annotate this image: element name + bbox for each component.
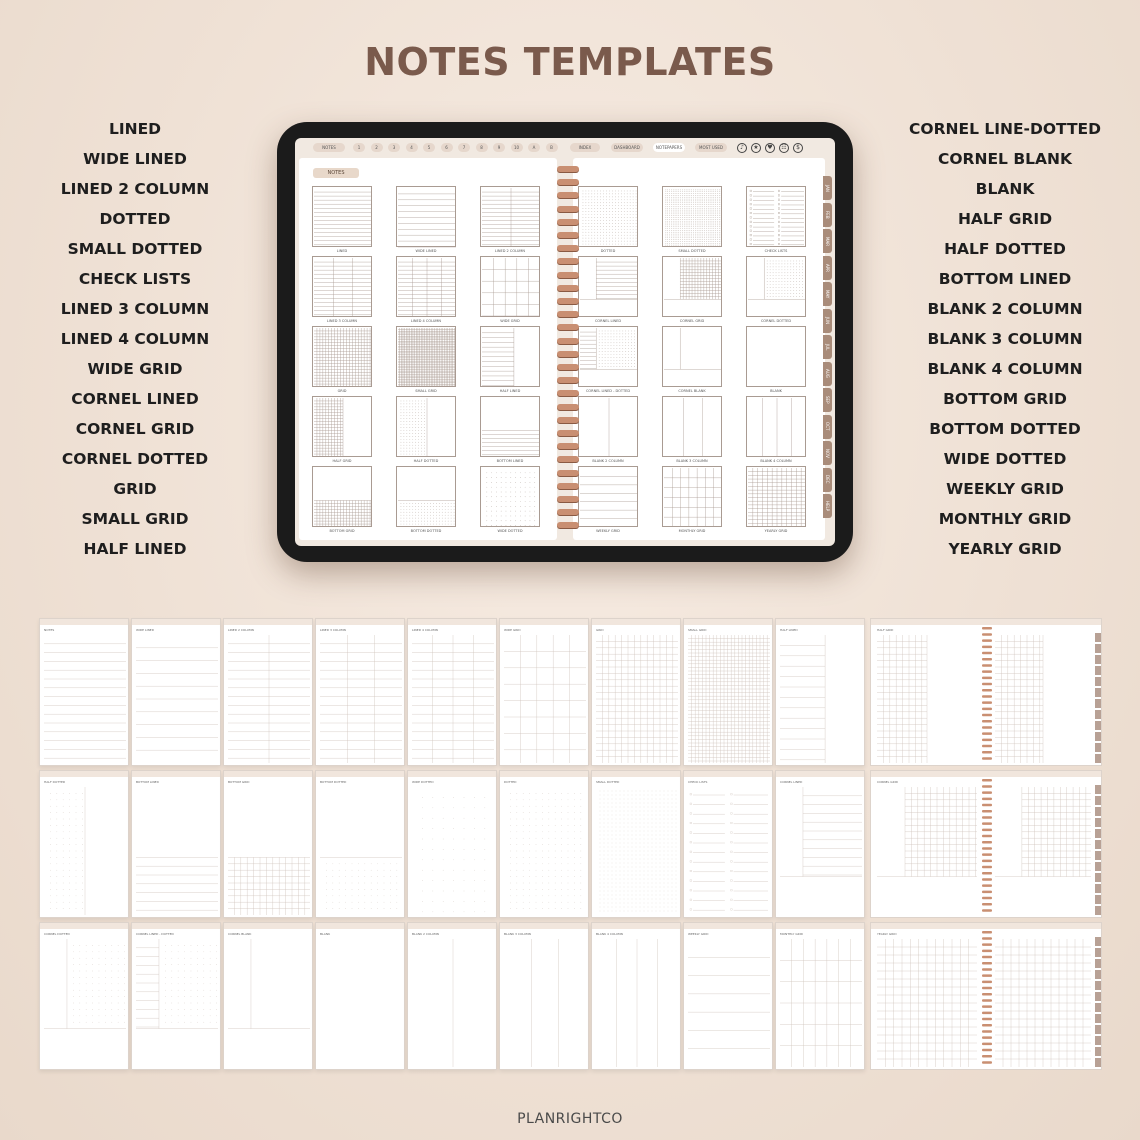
binder-ring — [557, 272, 579, 278]
binder-ring — [557, 522, 579, 528]
template-preview-page[interactable] — [591, 922, 681, 1070]
binder-ring — [557, 364, 579, 370]
tab-notepapers[interactable]: NOTEPAPERS — [653, 143, 685, 152]
template-thumbnail-label: CORNEL BLANK — [678, 389, 706, 393]
template-preview-label: BLANK 2 COLUMN — [412, 932, 439, 936]
template-preview-label: HALF GRID — [877, 628, 894, 632]
template-thumbnail-label: HALF GRID — [332, 459, 352, 463]
template-thumbnail[interactable] — [312, 326, 372, 387]
binder-ring — [557, 483, 579, 489]
template-thumbnail-label: WIDE LINED — [415, 249, 437, 253]
template-thumbnail[interactable] — [480, 256, 540, 317]
template-thumbnail[interactable] — [746, 256, 806, 317]
template-name: BLANK — [975, 180, 1035, 198]
month-tab-nov[interactable]: NOV — [823, 441, 832, 465]
template-thumbnail-label: BOTTOM DOTTED — [410, 529, 442, 533]
brand-footer: PLANRIGHTCO — [517, 1111, 623, 1127]
template-preview-label: CORNEL LINED - DOTTED — [136, 932, 174, 936]
template-name: LINED 2 COLUMN — [60, 180, 210, 198]
binder-ring — [557, 443, 579, 449]
template-thumbnail-label: GRID — [337, 389, 347, 393]
binder-ring — [557, 179, 579, 185]
tab-number-A[interactable]: A — [528, 143, 540, 152]
template-preview-page[interactable] — [775, 618, 865, 766]
template-preview-page[interactable] — [39, 618, 129, 766]
template-preview-page[interactable] — [223, 618, 313, 766]
tab-number-2[interactable]: 2 — [371, 143, 383, 152]
template-preview-label: CORNEL BLANK — [228, 932, 252, 936]
binder-ring — [557, 311, 579, 317]
template-name: WEEKLY GRID — [946, 480, 1064, 498]
binder-ring — [557, 338, 579, 344]
binder-ring — [557, 470, 579, 476]
template-preview-page[interactable] — [315, 618, 405, 766]
binder-ring — [557, 390, 579, 396]
template-thumbnail[interactable] — [746, 186, 806, 247]
template-name: BOTTOM DOTTED — [929, 420, 1081, 438]
tab-number-3[interactable]: 3 — [388, 143, 400, 152]
template-thumbnail[interactable] — [396, 326, 456, 387]
tablet-device — [277, 122, 853, 562]
template-name: BOTTOM GRID — [943, 390, 1067, 408]
template-preview-page[interactable] — [499, 922, 589, 1070]
link-icon[interactable]: ☷ — [779, 143, 789, 153]
binder-ring — [557, 404, 579, 410]
template-thumbnail[interactable] — [396, 256, 456, 317]
notes-page-tab[interactable]: NOTES — [313, 168, 359, 178]
tab-notes[interactable]: NOTES — [313, 143, 345, 152]
template-preview-page[interactable] — [315, 922, 405, 1070]
template-thumbnail[interactable] — [662, 256, 722, 317]
binder-ring — [557, 192, 579, 198]
template-preview-label: HALF DOTTED — [44, 780, 66, 784]
template-name: BLANK 2 COLUMN — [927, 300, 1083, 318]
tab-number-8[interactable]: 8 — [476, 143, 488, 152]
template-thumbnail[interactable] — [746, 326, 806, 387]
template-thumbnail[interactable] — [480, 466, 540, 527]
template-thumbnail-label: BLANK — [770, 389, 782, 393]
template-preview-page[interactable] — [499, 618, 589, 766]
template-preview-page[interactable] — [870, 618, 1102, 766]
template-preview-page[interactable] — [591, 770, 681, 918]
tab-number-10[interactable]: 10 — [511, 143, 523, 152]
template-thumbnail-label: WIDE DOTTED — [497, 529, 523, 533]
binder-ring — [557, 232, 579, 238]
binder-ring — [557, 496, 579, 502]
template-name: HALF LINED — [83, 540, 187, 558]
binder-ring — [557, 285, 579, 291]
month-tab-jan[interactable]: JAN — [823, 176, 832, 200]
tab-number-1[interactable]: 1 — [353, 143, 365, 152]
tab-dashboard[interactable]: DASHBOARD — [611, 143, 643, 152]
tab-index[interactable]: INDEX — [570, 143, 600, 152]
tab-number-5[interactable]: 5 — [423, 143, 435, 152]
template-thumbnail-label: WIDE GRID — [500, 319, 520, 323]
template-preview-label: WIDE DOTTED — [412, 780, 434, 784]
template-thumbnail-label: LINED 2 COLUMN — [494, 249, 526, 253]
template-preview-label: WIDE GRID — [504, 628, 521, 632]
template-name: WIDE DOTTED — [943, 450, 1067, 468]
template-thumbnail-label: CORNEL LINED - DOTTED — [585, 389, 631, 393]
template-preview-page[interactable] — [131, 770, 221, 918]
template-thumbnail-label: BLANK 2 COLUMN — [592, 459, 624, 463]
template-preview-label: BLANK 3 COLUMN — [504, 932, 531, 936]
template-thumbnail-label: YEARLY GRID — [764, 529, 788, 533]
template-preview-label: MONTHLY GRID — [780, 932, 803, 936]
template-thumbnail[interactable] — [578, 466, 638, 527]
template-preview-label: LINED 4 COLUMN — [412, 628, 438, 632]
template-name: LINED 3 COLUMN — [60, 300, 210, 318]
template-name: CORNEL LINED — [71, 390, 199, 408]
binder-ring — [557, 166, 579, 172]
template-preview-page[interactable] — [591, 618, 681, 766]
template-thumbnail[interactable] — [578, 256, 638, 317]
template-thumbnail-label: CORNEL LINED — [594, 319, 622, 323]
template-preview-label: GRID — [596, 628, 604, 632]
binder-ring — [557, 245, 579, 251]
template-name: CORNEL LINE-DOTTED — [909, 120, 1101, 138]
template-preview-page[interactable] — [683, 770, 773, 918]
template-name: SMALL DOTTED — [67, 240, 203, 258]
template-preview-label: LINED 2 COLUMN — [228, 628, 254, 632]
template-thumbnail-label: LINED — [336, 249, 348, 253]
template-preview-label: WEEKLY GRID — [688, 932, 709, 936]
left-template-list — [0, 120, 270, 570]
template-thumbnail[interactable] — [662, 326, 722, 387]
template-thumbnail[interactable] — [578, 396, 638, 457]
tab-number-9[interactable]: 9 — [493, 143, 505, 152]
template-name: CORNEL GRID — [75, 420, 195, 438]
template-name: CORNEL DOTTED — [61, 450, 209, 468]
template-preview-label: BOTTOM GRID — [228, 780, 250, 784]
template-thumbnail[interactable] — [480, 186, 540, 247]
binder-ring — [557, 430, 579, 436]
template-preview-page[interactable] — [39, 922, 129, 1070]
template-thumbnail[interactable] — [662, 466, 722, 527]
template-thumbnail-label: HALF LINED — [499, 389, 521, 393]
template-name: DOTTED — [99, 210, 171, 228]
template-preview-page[interactable] — [683, 618, 773, 766]
template-preview-page[interactable] — [407, 922, 497, 1070]
template-thumbnail[interactable] — [578, 326, 638, 387]
month-tab-may[interactable]: MAY — [823, 282, 832, 306]
template-thumbnail-label: HALF DOTTED — [413, 459, 439, 463]
template-thumbnail-label: MONTHLY GRID — [678, 529, 706, 533]
template-thumbnail-label: SMALL DOTTED — [678, 249, 706, 253]
template-preview-page[interactable] — [775, 770, 865, 918]
template-name: WIDE GRID — [87, 360, 183, 378]
template-thumbnail[interactable] — [396, 186, 456, 247]
template-thumbnail[interactable] — [396, 466, 456, 527]
month-tab-oct[interactable]: OCT — [823, 415, 832, 439]
template-thumbnail[interactable] — [480, 326, 540, 387]
tab-number-7[interactable]: 7 — [458, 143, 470, 152]
template-preview-page[interactable] — [775, 922, 865, 1070]
template-preview-label: CORNEL LINED — [780, 780, 803, 784]
template-preview-page[interactable] — [131, 618, 221, 766]
template-preview-label: CORNEL GRID — [877, 780, 898, 784]
template-thumbnail[interactable] — [312, 396, 372, 457]
binder-ring — [557, 351, 579, 357]
tab-number-B[interactable]: B — [546, 143, 558, 152]
template-thumbnail[interactable] — [396, 396, 456, 457]
template-thumbnail-label: BLANK 4 COLUMN — [760, 459, 792, 463]
binder-ring — [557, 219, 579, 225]
month-tab-jul[interactable]: JUL — [823, 335, 832, 359]
template-thumbnail[interactable] — [662, 396, 722, 457]
template-thumbnail-label: WEEKLY GRID — [596, 529, 620, 533]
month-tab-aug[interactable]: AUG — [823, 362, 832, 386]
template-name: SMALL GRID — [81, 510, 189, 528]
template-name: CORNEL BLANK — [938, 150, 1072, 168]
binder-ring — [557, 456, 579, 462]
template-preview-label: CORNEL DOTTED — [44, 932, 70, 936]
binder-ring — [557, 258, 579, 264]
template-preview-label: WIDE LINED — [136, 628, 155, 632]
template-thumbnail-label: CORNEL GRID — [679, 319, 705, 323]
template-preview-page[interactable] — [315, 770, 405, 918]
heart-icon[interactable]: ♥ — [765, 143, 775, 153]
template-preview-page[interactable] — [131, 922, 221, 1070]
template-preview-page[interactable] — [223, 770, 313, 918]
binder-ring — [557, 417, 579, 423]
template-preview-label: LINED 3 COLUMN — [320, 628, 346, 632]
template-name: GRID — [113, 480, 157, 498]
template-thumbnail[interactable] — [312, 256, 372, 317]
template-preview-label: BOTTOM DOTTED — [320, 780, 347, 784]
template-preview-label: CHECK LISTS — [688, 780, 708, 784]
template-thumbnail-label: LINED 3 COLUMN — [326, 319, 358, 323]
dollar-icon[interactable]: $ — [793, 143, 803, 153]
star-icon[interactable]: ★ — [751, 143, 761, 153]
template-name: MONTHLY GRID — [938, 510, 1072, 528]
month-tab-apr[interactable]: APR — [823, 256, 832, 280]
template-name: LINED 4 COLUMN — [60, 330, 210, 348]
binder-ring — [557, 324, 579, 330]
binder-ring — [557, 509, 579, 515]
template-name: HALF GRID — [957, 210, 1053, 228]
template-preview-label: YEARLY GRID — [877, 932, 897, 936]
right-template-list — [870, 120, 1140, 570]
planner-top-bar — [295, 138, 835, 160]
binder-rings — [561, 166, 569, 546]
left-page — [299, 158, 557, 540]
tab-most-used[interactable]: MOST USED — [695, 143, 727, 152]
binder-ring — [557, 298, 579, 304]
tab-number-6[interactable]: 6 — [441, 143, 453, 152]
template-preview-page[interactable] — [683, 922, 773, 1070]
template-name: BLANK 4 COLUMN — [927, 360, 1083, 378]
template-thumbnail[interactable] — [578, 186, 638, 247]
binder-ring — [557, 206, 579, 212]
template-preview-label: BLANK — [320, 932, 331, 936]
tab-number-4[interactable]: 4 — [406, 143, 418, 152]
template-name: HALF DOTTED — [944, 240, 1066, 258]
month-tab-mar[interactable]: MAR — [823, 229, 832, 253]
template-name: LINED — [108, 120, 162, 138]
right-page — [573, 158, 825, 540]
template-preview-label: HALF LINED — [780, 628, 798, 632]
template-thumbnail-label: CORNEL DOTTED — [760, 319, 792, 323]
tablet-screen — [295, 138, 835, 546]
template-preview-page[interactable] — [223, 922, 313, 1070]
template-thumbnail[interactable] — [312, 466, 372, 527]
template-preview-page[interactable] — [499, 770, 589, 918]
template-name: YEARLY GRID — [948, 540, 1062, 558]
template-name: BLANK 3 COLUMN — [927, 330, 1083, 348]
template-thumbnail-label: SMALL GRID — [415, 389, 437, 393]
template-thumbnail-label: BLANK 3 COLUMN — [676, 459, 708, 463]
template-thumbnail[interactable] — [662, 186, 722, 247]
template-thumbnail-label: BOTTOM GRID — [329, 529, 355, 533]
template-thumbnail[interactable] — [746, 396, 806, 457]
template-name: WIDE LINED — [83, 150, 187, 168]
bell-icon[interactable]: ♪ — [737, 143, 747, 153]
template-preview-page[interactable] — [870, 770, 1102, 918]
template-preview-label: NOTES — [44, 628, 55, 632]
month-tab-dec[interactable]: DEC — [823, 468, 832, 492]
template-preview-label: BOTTOM LINED — [136, 780, 159, 784]
month-tab-help[interactable]: HELP — [823, 494, 832, 518]
template-thumbnail[interactable] — [312, 186, 372, 247]
template-preview-page[interactable] — [407, 770, 497, 918]
template-thumbnail[interactable] — [746, 466, 806, 527]
template-thumbnail[interactable] — [480, 396, 540, 457]
page-title: NOTES TEMPLATES — [364, 40, 776, 84]
month-tab-sep[interactable]: SEP — [823, 388, 832, 412]
template-preview-label: BLANK 4 COLUMN — [596, 932, 623, 936]
template-thumbnail-label: CHECK LISTS — [764, 249, 788, 253]
template-name: BOTTOM LINED — [938, 270, 1072, 288]
template-preview-label: DOTTED — [504, 780, 517, 784]
template-name: CHECK LISTS — [78, 270, 192, 288]
template-thumbnail-label: LINED 4 COLUMN — [410, 319, 442, 323]
template-thumbnail-label: DOTTED — [600, 249, 616, 253]
template-preview-label: SMALL DOTTED — [596, 780, 620, 784]
template-preview-page[interactable] — [870, 922, 1102, 1070]
month-tab-jun[interactable]: JUN — [823, 309, 832, 333]
template-preview-label: SMALL GRID — [688, 628, 707, 632]
template-preview-page[interactable] — [407, 618, 497, 766]
month-tab-feb[interactable]: FEB — [823, 203, 832, 227]
binder-ring — [557, 377, 579, 383]
template-thumbnail-label: BOTTOM LINED — [496, 459, 524, 463]
template-preview-page[interactable] — [39, 770, 129, 918]
